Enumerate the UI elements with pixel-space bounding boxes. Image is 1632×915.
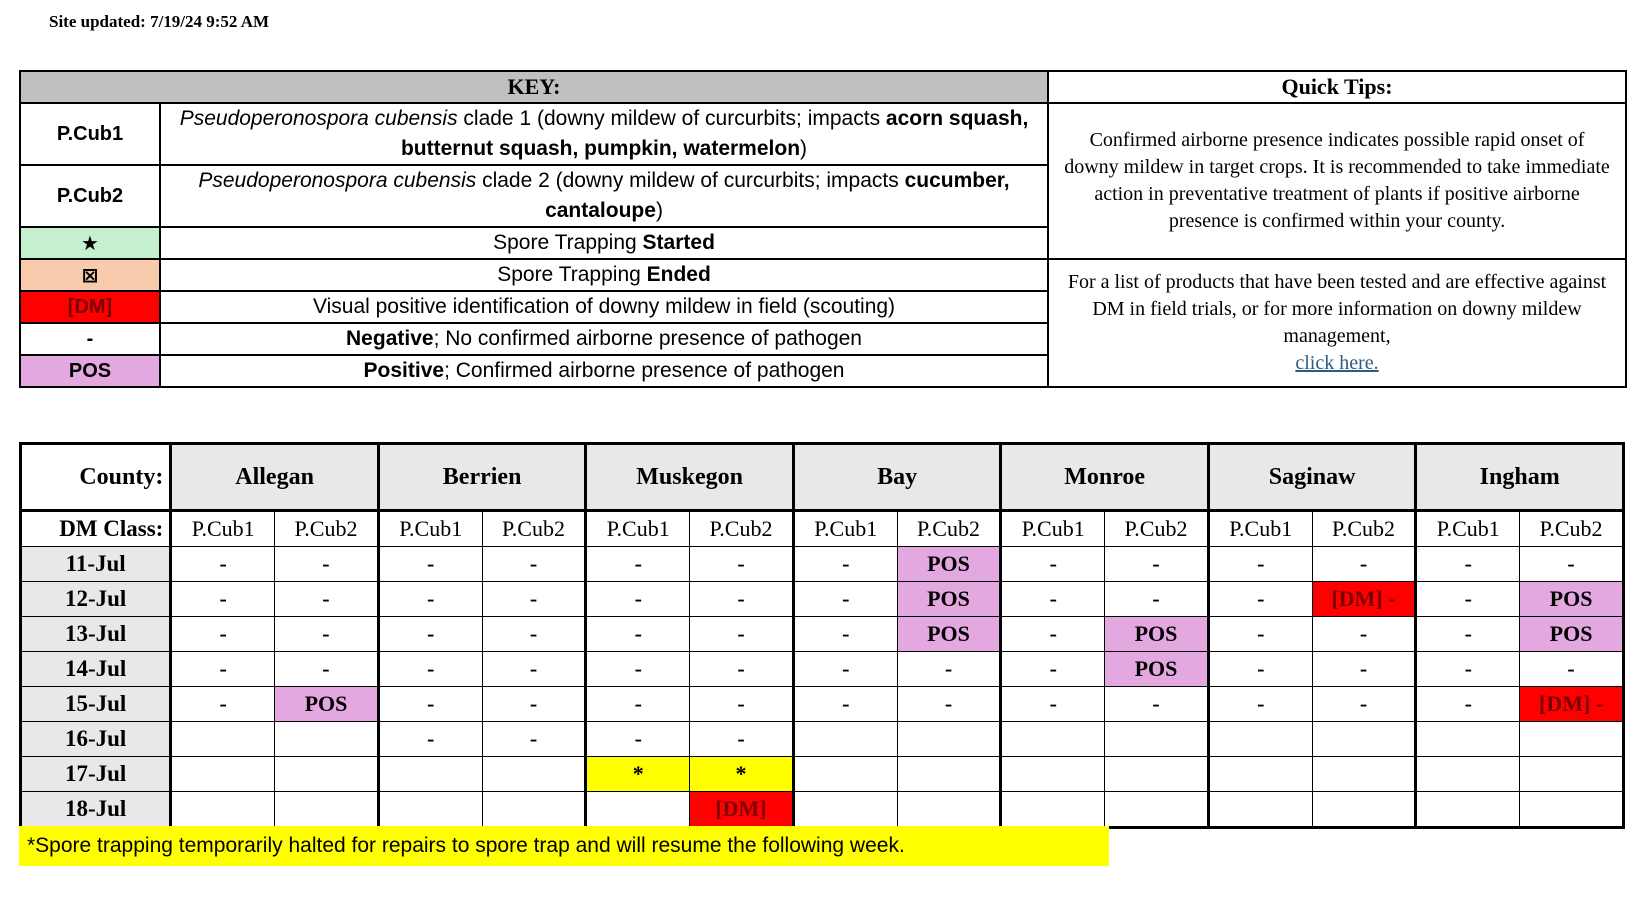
key-description: Pseudoperonospora cubensis clade 2 (downy mildew of curcurbits; impacts cucumber, cantaloupe) (160, 165, 1048, 227)
result-cell: - (378, 652, 482, 687)
result-cell: - (586, 617, 690, 652)
result-cell (1312, 757, 1416, 792)
result-cell: - (1416, 582, 1520, 617)
table-row (21, 687, 1624, 722)
result-cell: - (1001, 547, 1105, 582)
result-cell: - (1001, 652, 1105, 687)
result-cell: - (793, 617, 897, 652)
result-cell: - (1208, 582, 1312, 617)
result-cell (1312, 792, 1416, 828)
result-cell: - (1520, 547, 1624, 582)
date-cell: 14-Jul (21, 652, 171, 687)
key-description: Pseudoperonospora cubensis clade 1 (downy mildew of curcurbits; impacts acorn squash, butternut squash, pumpkin, watermelon) (160, 103, 1048, 165)
table-row (21, 792, 1624, 828)
date-cell: 16-Jul (21, 722, 171, 757)
result-cell: - (171, 652, 275, 687)
result-cell: - (171, 687, 275, 722)
result-cell: - (171, 547, 275, 582)
result-cell: - (1105, 547, 1209, 582)
result-cell: - (1208, 617, 1312, 652)
date-cell: 17-Jul (21, 757, 171, 792)
result-cell (275, 757, 379, 792)
county-header: Bay (793, 444, 1001, 511)
result-cell: - (690, 722, 794, 757)
result-cell (1208, 722, 1312, 757)
result-cell (1208, 792, 1312, 828)
result-cell: - (690, 617, 794, 652)
county-header: Saginaw (1208, 444, 1416, 511)
key-table (19, 70, 1627, 388)
county-header: Muskegon (586, 444, 794, 511)
dm-class-header: P.Cub2 (897, 511, 1001, 547)
site-updated-text: Site updated: 7/19/24 9:52 AM (49, 12, 270, 31)
dm-class-header: P.Cub1 (586, 511, 690, 547)
result-cell: - (1312, 547, 1416, 582)
result-cell: - (378, 687, 482, 722)
result-cell (1208, 757, 1312, 792)
result-cell: - (275, 652, 379, 687)
dm-class-header: P.Cub2 (690, 511, 794, 547)
result-cell: - (793, 687, 897, 722)
result-cell: - (586, 547, 690, 582)
county-results-table (19, 442, 1625, 829)
result-cell: - (275, 547, 379, 582)
table-row (21, 652, 1624, 687)
result-cell: - (690, 687, 794, 722)
result-cell: - (378, 582, 482, 617)
result-cell: - (1208, 687, 1312, 722)
result-cell: - (1001, 617, 1105, 652)
result-cell: - (1208, 547, 1312, 582)
result-cell: * (586, 757, 690, 792)
result-cell (1520, 722, 1624, 757)
result-cell (1001, 757, 1105, 792)
result-cell: - (793, 652, 897, 687)
result-cell (897, 757, 1001, 792)
result-cell: - (1416, 652, 1520, 687)
result-cell: - (793, 582, 897, 617)
result-cell: - (171, 617, 275, 652)
result-cell (793, 792, 897, 828)
key-section (19, 70, 1625, 387)
dm-class-header: P.Cub2 (1105, 511, 1209, 547)
result-cell: - (1105, 582, 1209, 617)
result-cell (1105, 792, 1209, 828)
result-cell (171, 757, 275, 792)
dm-class-header: P.Cub1 (793, 511, 897, 547)
result-cell (482, 757, 586, 792)
result-cell: POS (897, 547, 1001, 582)
result-cell: - (482, 722, 586, 757)
dm-class-header: P.Cub2 (275, 511, 379, 547)
result-cell: POS (275, 687, 379, 722)
result-cell: - (482, 547, 586, 582)
dm-class-header: P.Cub1 (171, 511, 275, 547)
dm-class-header: P.Cub1 (1416, 511, 1520, 547)
result-cell: - (1416, 547, 1520, 582)
result-cell: - (586, 652, 690, 687)
dm-class-header: P.Cub2 (1520, 511, 1624, 547)
result-cell (897, 722, 1001, 757)
key-code: P.Cub2 (20, 165, 160, 227)
key-description: Spore Trapping Started (160, 227, 1048, 259)
result-cell (1001, 792, 1105, 828)
result-cell: - (690, 582, 794, 617)
result-cell: - (275, 582, 379, 617)
result-cell: - (897, 687, 1001, 722)
result-cell: - (482, 582, 586, 617)
result-cell: - (1312, 617, 1416, 652)
key-description: Negative; No confirmed airborne presence of pathogen (160, 323, 1048, 355)
county-section (19, 442, 1625, 829)
result-cell: - (482, 617, 586, 652)
date-cell: 12-Jul (21, 582, 171, 617)
result-cell (1416, 757, 1520, 792)
result-cell (1520, 792, 1624, 828)
result-cell: - (378, 722, 482, 757)
key-description: Positive; Confirmed airborne presence of pathogen (160, 355, 1048, 387)
result-cell (275, 792, 379, 828)
result-cell (482, 792, 586, 828)
date-cell: 11-Jul (21, 547, 171, 582)
result-cell: - (1208, 652, 1312, 687)
result-cell (1416, 722, 1520, 757)
boxed-x-icon: ⊠ (20, 259, 160, 291)
click-here-link[interactable]: click here. (1295, 352, 1379, 374)
result-cell (1312, 722, 1416, 757)
result-cell (378, 757, 482, 792)
result-cell: - (1105, 687, 1209, 722)
result-cell: POS (1105, 652, 1209, 687)
key-description: Visual positive identification of downy mildew in field (scouting) (160, 291, 1048, 323)
result-cell: - (1312, 652, 1416, 687)
result-cell (1001, 722, 1105, 757)
table-row (21, 722, 1624, 757)
result-cell (793, 722, 897, 757)
result-cell: [DM] (690, 792, 794, 828)
result-cell: - (1416, 687, 1520, 722)
result-cell: POS (897, 617, 1001, 652)
dm-class-header: P.Cub2 (482, 511, 586, 547)
result-cell: - (1416, 617, 1520, 652)
result-cell: [DM] - (1520, 687, 1624, 722)
county-label: County: (21, 444, 171, 511)
result-cell: - (482, 687, 586, 722)
dm-class-header: P.Cub1 (1001, 511, 1105, 547)
table-row (21, 582, 1624, 617)
table-row (21, 757, 1624, 792)
result-cell: POS (1520, 617, 1624, 652)
result-cell: - (586, 582, 690, 617)
key-code: - (20, 323, 160, 355)
result-cell (897, 792, 1001, 828)
result-cell: - (1001, 582, 1105, 617)
result-cell: - (793, 547, 897, 582)
table-row (21, 617, 1624, 652)
county-header: Allegan (171, 444, 379, 511)
county-header: Ingham (1416, 444, 1624, 511)
result-cell: - (1520, 652, 1624, 687)
result-cell: - (378, 547, 482, 582)
result-cell (586, 792, 690, 828)
date-cell: 18-Jul (21, 792, 171, 828)
result-cell (793, 757, 897, 792)
result-cell: - (690, 652, 794, 687)
result-cell: - (378, 617, 482, 652)
key-code: [DM] (20, 291, 160, 323)
result-cell: - (586, 687, 690, 722)
result-cell (171, 792, 275, 828)
result-cell: * (690, 757, 794, 792)
result-cell: - (586, 722, 690, 757)
county-header: Berrien (378, 444, 586, 511)
quick-tip-2: For a list of products that have been tested and are effective against DM in field trials, or for more information on downy mildew management, click here. (1048, 259, 1626, 387)
result-cell (1105, 722, 1209, 757)
result-cell: - (897, 652, 1001, 687)
result-cell: - (690, 547, 794, 582)
key-title: KEY: (20, 71, 1048, 103)
result-cell: - (1001, 687, 1105, 722)
result-cell: POS (1105, 617, 1209, 652)
key-code: P.Cub1 (20, 103, 160, 165)
dm-class-header: P.Cub2 (1312, 511, 1416, 547)
result-cell (1105, 757, 1209, 792)
county-header: Monroe (1001, 444, 1209, 511)
star-icon: ★ (20, 227, 160, 259)
footnote: *Spore trapping temporarily halted for repairs to spore trap and will resume the following week. (19, 826, 1109, 866)
date-cell: 13-Jul (21, 617, 171, 652)
result-cell (1520, 757, 1624, 792)
quick-tips-title: Quick Tips: (1048, 71, 1626, 103)
dm-class-header: P.Cub1 (1208, 511, 1312, 547)
result-cell: - (275, 617, 379, 652)
result-cell (171, 722, 275, 757)
result-cell: - (171, 582, 275, 617)
result-cell: [DM] - (1312, 582, 1416, 617)
result-cell (1416, 792, 1520, 828)
dm-class-label: DM Class: (21, 511, 171, 547)
date-cell: 15-Jul (21, 687, 171, 722)
key-description: Spore Trapping Ended (160, 259, 1048, 291)
table-row (21, 547, 1624, 582)
result-cell (275, 722, 379, 757)
quick-tip-1: Confirmed airborne presence indicates possible rapid onset of downy mildew in target crops. It is recommended to take immediate action in preventative treatment of plants if positive airborne presence is confirmed within your county. (1048, 103, 1626, 259)
result-cell: POS (1520, 582, 1624, 617)
result-cell: POS (897, 582, 1001, 617)
result-cell: - (482, 652, 586, 687)
dm-class-header: P.Cub1 (378, 511, 482, 547)
key-code: POS (20, 355, 160, 387)
result-cell (378, 792, 482, 828)
result-cell: - (1312, 687, 1416, 722)
